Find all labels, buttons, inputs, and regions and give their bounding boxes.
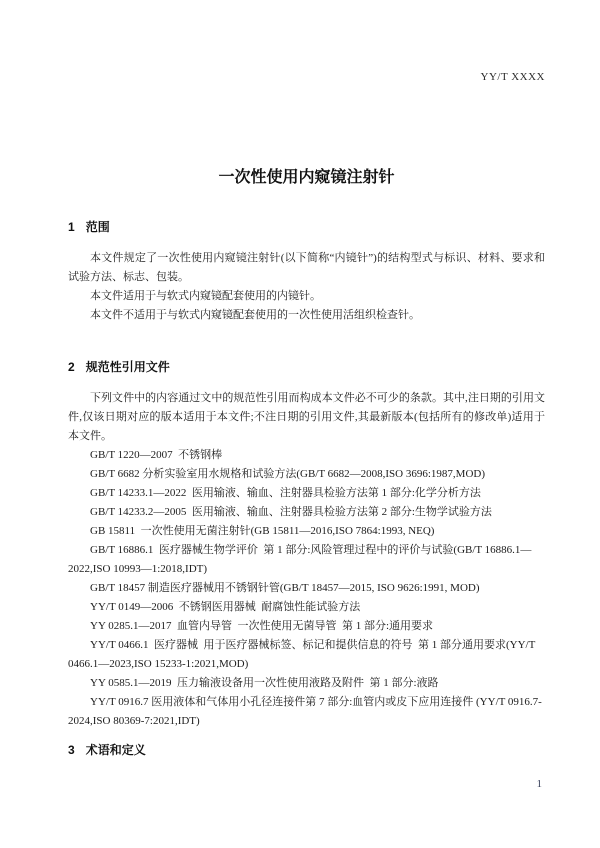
section-scope-number: 1 xyxy=(68,220,75,234)
reference-item: YY/T 0149—2006 不锈钢医用器械 耐腐蚀性能试验方法 xyxy=(90,601,361,613)
section-terms-number: 3 xyxy=(68,743,75,757)
section-terms-heading xyxy=(68,743,545,757)
reference-item: GB/T 18457 制造医疗器械用不锈钢针管(GB/T 18457—2015, ISO 9626:1991, MOD) xyxy=(90,582,480,594)
section-references-number: 2 xyxy=(68,360,75,374)
scope-paragraph: 本文件适用于与软式内窥镜配套使用的内镜针。 xyxy=(90,290,321,302)
reference-item: YY/T 0466.1 医疗器械 用于医疗器械标签、标记和提供信息的符号 第 1 部分通用要求(YY/T 0466.1—2023,ISO 15233-1:2021,MOD) xyxy=(68,639,538,670)
section-terms-title: 术语和定义 xyxy=(85,743,146,757)
reference-item: GB/T 1220—2007 不锈钢棒 xyxy=(90,449,223,461)
reference-item: YY/T 0916.7 医用液体和气体用小孔径连接件第 7 部分:血管内或皮下应用连接件 (YY/T 0916.7-2024,ISO 80369-7:2021,IDT) xyxy=(68,696,542,727)
page-number: 1 xyxy=(536,778,542,790)
section-references-heading xyxy=(68,360,545,374)
reference-item: GB/T 14233.2—2005 医用输液、输血、注射器具检验方法第 2 部分:生物学试验方法 xyxy=(90,506,492,518)
reference-item: GB/T 16886.1 医疗器械生物学评价 第 1 部分:风险管理过程中的评价与试验(GB/T 16886.1—2022,ISO 10993—1:2018,IDT) xyxy=(68,544,532,575)
references-intro: 下列文件中的内容通过文中的规范性引用而构成本文件必不可少的条款。其中,注日期的引用文件,仅该日期对应的版本适用于本文件;不注日期的引用文件,其最新版本(包括所有的修改单)适用于本文件。 xyxy=(68,392,545,442)
doc-code-header xyxy=(68,0,545,84)
doc-code: YY/T XXXX xyxy=(480,71,545,83)
reference-item: GB/T 14233.1—2022 医用输液、输血、注射器具检验方法第 1 部分:化学分析方法 xyxy=(90,487,481,499)
reference-item: GB 15811 一次性使用无菌注射针(GB 15811—2016,ISO 7864:1993, NEQ) xyxy=(90,525,435,537)
document-title: 一次性使用内窥镜注射针 xyxy=(218,169,395,186)
scope-paragraph: 本文件不适用于与软式内窥镜配套使用的一次性使用活组织检查针。 xyxy=(90,309,420,321)
section-scope-title: 范围 xyxy=(85,220,110,234)
section-references-title: 规范性引用文件 xyxy=(85,360,170,374)
section-scope-heading xyxy=(68,220,545,234)
scope-paragraph: 本文件规定了一次性使用内窥镜注射针(以下简称“内镜针”)的结构型式与标识、材料、要求和试验方法、标志、包装。 xyxy=(68,252,545,283)
reference-item: YY 0285.1—2017 血管内导管 一次性使用无菌导管 第 1 部分:通用要求 xyxy=(90,620,434,632)
reference-item: GB/T 6682 分析实验室用水规格和试验方法(GB/T 6682—2008,ISO 3696:1987,MOD) xyxy=(90,468,485,480)
reference-item: YY 0585.1—2019 压力输液设备用一次性使用液路及附件 第 1 部分:液路 xyxy=(90,677,439,689)
